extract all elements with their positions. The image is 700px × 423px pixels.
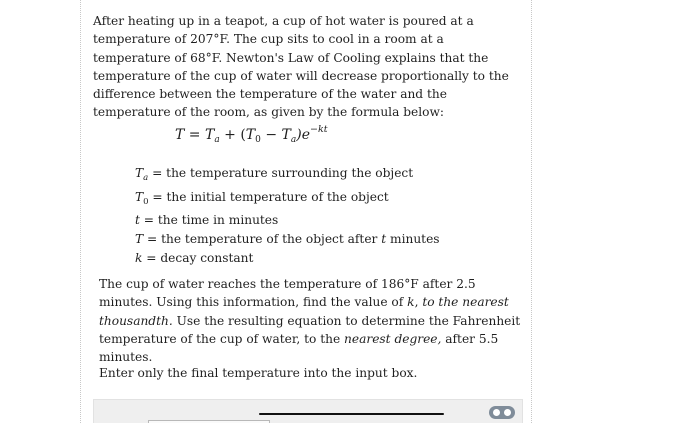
formula-T0: T	[245, 127, 256, 143]
formula-plus: + (	[219, 127, 246, 143]
formula-exponent: −kt	[309, 124, 328, 135]
newton-cooling-formula	[175, 124, 328, 145]
definition-sub: a	[143, 173, 149, 183]
definition-row	[135, 249, 440, 268]
question-text: ,	[414, 295, 423, 310]
definition-symbol: T	[135, 166, 144, 180]
definition-symbol: T	[135, 232, 144, 247]
formula-zero-sub: 0	[255, 135, 261, 145]
toggle-icon[interactable]	[489, 406, 515, 419]
toggle-dot	[504, 409, 511, 416]
definition-var: t	[381, 232, 387, 247]
definition-row	[135, 230, 440, 249]
variable-definitions	[135, 164, 440, 268]
toggle-dot	[493, 409, 500, 416]
drag-handle[interactable]	[259, 413, 444, 415]
question-k-symbol: k	[407, 295, 415, 310]
question-emphasis: nearest degree,	[344, 331, 442, 346]
question-text: Use the resulting equation to determine the Fahrenheit temperature of the cup of water, to the	[99, 313, 521, 346]
question-card	[80, 0, 532, 423]
definition-symbol: k	[135, 250, 143, 265]
instruction-text: Enter only the final temperature into the input box.	[99, 366, 418, 380]
formula-a-sub2: a	[290, 135, 297, 145]
question-text: after 5.5 minutes.	[99, 331, 499, 365]
definition-symbol: T	[135, 189, 144, 204]
formula-T: T	[175, 127, 185, 143]
definition-symbol: t	[135, 213, 140, 228]
formula-Ta2: T	[281, 127, 291, 143]
definition-text: = the temperature surrounding the object	[148, 166, 414, 180]
formula-equals: =	[184, 127, 205, 143]
formula-close-e: )e	[296, 127, 310, 143]
formula-Ta: T	[204, 127, 215, 143]
definition-text: = the initial temperature of the object	[148, 189, 389, 204]
definition-text: = the time in minutes	[139, 213, 279, 228]
question-text: The cup of water reaches the temperature of 186°F after 2.5 minutes. Using this information, find the value of	[99, 277, 476, 310]
definition-text: = decay constant	[142, 250, 254, 265]
formula-minus: −	[260, 127, 282, 143]
question-emphasis: to the nearest thousandth.	[99, 295, 509, 328]
definition-row	[135, 164, 440, 188]
definition-row	[135, 188, 440, 212]
definition-row	[135, 211, 440, 230]
definition-text: minutes	[386, 232, 440, 247]
problem-question	[99, 275, 524, 366]
definition-text: = the temperature of the object after	[143, 232, 382, 247]
answer-input-area[interactable]	[93, 399, 523, 423]
definition-sub: 0	[143, 196, 149, 207]
formula-a-sub: a	[214, 135, 220, 145]
problem-intro: After heating up in a teapot, a cup of hot water is poured at a temperature of 207°F. The cup sits to cool in a room at a temperature of 68°F. Newton's Law of Cooling explains that the temperature of the cup of water will decrease proportionally to the difference between the temperature of the water and the temperature of the room, as given by the formula below:	[93, 14, 509, 120]
